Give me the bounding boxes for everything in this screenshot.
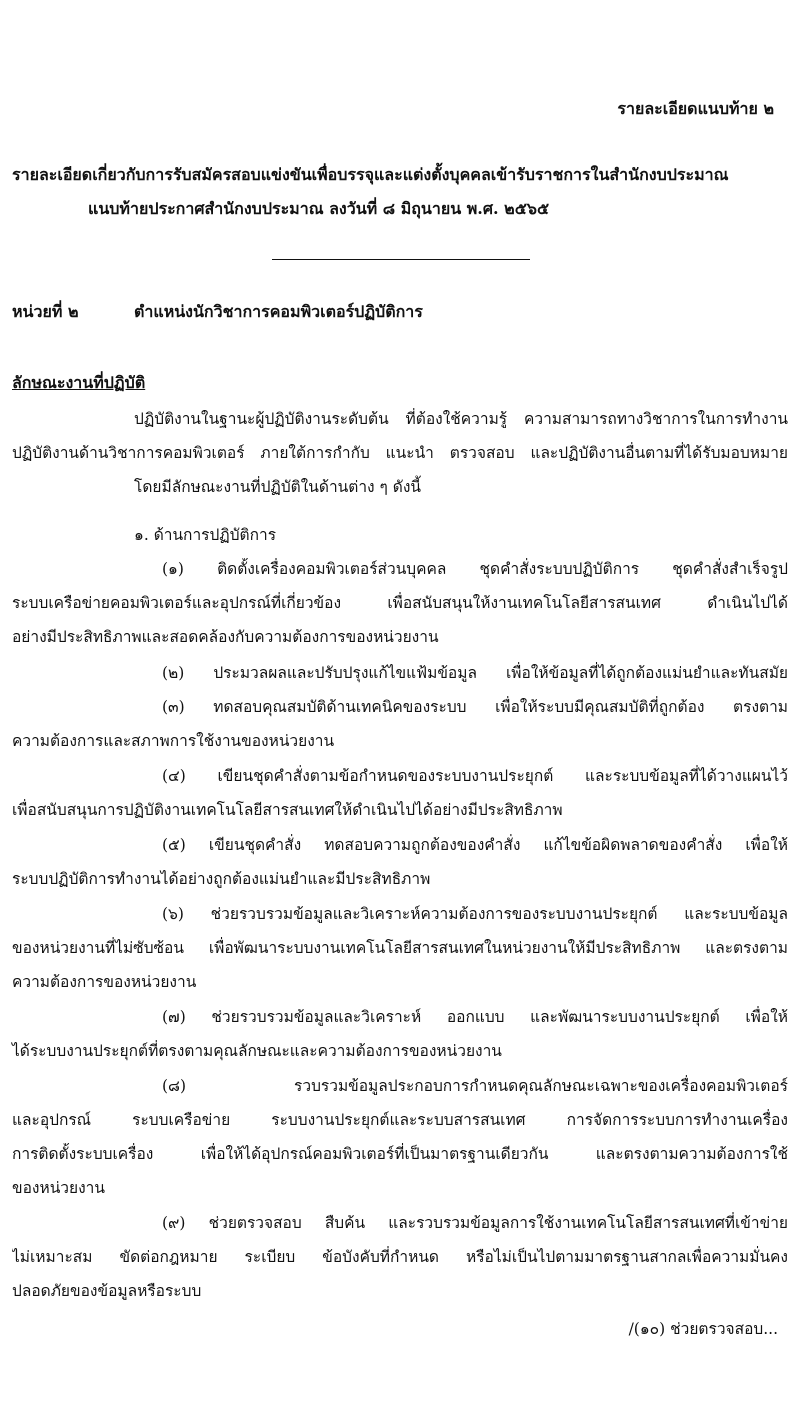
document-title-line-1: รายละเอียดเกี่ยวกับการรับสมัครสอบแข่งขันเพื่อบรรจุและแต่งตั้งบุคคลเข้ารับราชการในสำนักงบประมาณ xyxy=(12,165,729,184)
item-line: (๒) ประมวลผลและปรับปรุงแก้ไขแฟ้มข้อมูล เพื่อให้ข้อมูลที่ได้ถูกต้องแม่นยำและทันสมัย xyxy=(162,664,788,682)
item-line: ปลอดภัยของข้อมูลหรือระบบ xyxy=(12,1282,202,1300)
item-line: (๗) ช่วยรวบรวมข้อมูลและวิเคราะห์ ออกแบบ และพัฒนาระบบงานประยุกต์ เพื่อให้ xyxy=(162,1008,788,1026)
item-line: (๓) ทดสอบคุณสมบัติด้านเทคนิคของระบบ เพื่อให้ระบบมีคุณสมบัติที่ถูกต้อง ตรงตาม xyxy=(162,698,788,716)
item-line: การติดตั้งระบบเครื่อง เพื่อให้ได้อุปกรณ์คอมพิวเตอร์ที่เป็นมาตรฐานเดียวกัน และตรงตามความต้องการใช้ xyxy=(12,1145,788,1163)
position-title: ตำแหน่งนักวิชาการคอมพิวเตอร์ปฏิบัติการ xyxy=(134,302,423,321)
item-line: (๑) ติดตั้งเครื่องคอมพิวเตอร์ส่วนบุคคล ชุดคำสั่งระบบปฏิบัติการ ชุดคำสั่งสำเร็จรูป xyxy=(162,560,788,578)
item-line: ของหน่วยงาน xyxy=(12,1179,105,1197)
item-line: เพื่อสนับสนุนการปฏิบัติงานเทคโนโลยีสารสนเทศให้ดำเนินไปได้อย่างมีประสิทธิภาพ xyxy=(12,801,563,819)
subsection-heading: ๑. ด้านการปฏิบัติการ xyxy=(134,526,277,544)
item-line: ไม่เหมาะสม ขัดต่อกฎหมาย ระเบียบ ข้อบังคับที่กำหนด หรือไม่เป็นไปตามมาตรฐานสากลเพื่อความมั่นคง xyxy=(12,1248,788,1266)
item-line: และอุปกรณ์ ระบบเครือข่าย ระบบงานประยุกต์และระบบสารสนเทศ การจัดการระบบการทำงานเครื่อง xyxy=(12,1111,788,1129)
item-line: ระบบปฏิบัติการทำงานได้อย่างถูกต้องแม่นยำและมีประสิทธิภาพ xyxy=(12,870,431,888)
item-line: (๕) เขียนชุดคำสั่ง ทดสอบความถูกต้องของคำสั่ง แก้ไขข้อผิดพลาดของคำสั่ง เพื่อให้ xyxy=(162,836,788,854)
item-line: ระบบเครือข่ายคอมพิวเตอร์และอุปกรณ์ที่เกี่ยวข้อง เพื่อสนับสนุนให้งานเทคโนโลยีสารสนเทศ ดำเนินไปได้ xyxy=(12,594,788,612)
annex-label: รายละเอียดแนบท้าย ๒ xyxy=(617,99,774,118)
item-line: (๙) ช่วยตรวจสอบ สืบค้น และรวบรวมข้อมูลการใช้งานเทคโนโลยีสารสนเทศที่เข้าข่าย xyxy=(162,1214,788,1232)
item-line: (๔) เขียนชุดคำสั่งตามข้อกำหนดของระบบงานประยุกต์ และระบบข้อมูลที่ได้วางแผนไว้ xyxy=(162,767,788,785)
unit-label: หน่วยที่ ๒ xyxy=(12,302,79,321)
item-line: ได้ระบบงานประยุกต์ที่ตรงตามคุณลักษณะและความต้องการของหน่วยงาน xyxy=(12,1042,502,1060)
item-line: ความต้องการและสภาพการใช้งานของหน่วยงาน xyxy=(12,732,335,750)
item-line: ความต้องการของหน่วยงาน xyxy=(12,973,197,991)
document-title-line-2: แนบท้ายประกาศสำนักงบประมาณ ลงวันที่ ๘ มิถุนายน พ.ศ. ๒๕๖๕ xyxy=(88,199,550,218)
section-heading: ลักษณะงานที่ปฏิบัติ xyxy=(12,373,146,392)
item-line: (๖) ช่วยรวบรวมข้อมูลและวิเคราะห์ความต้องการของระบบงานประยุกต์ และระบบข้อมูล xyxy=(162,905,788,923)
intro-line: โดยมีลักษณะงานที่ปฏิบัติในด้านต่าง ๆ ดังนี้ xyxy=(134,478,422,496)
item-line: ของหน่วยงานที่ไม่ซับซ้อน เพื่อพัฒนาระบบงานเทคโนโลยีสารสนเทศในหน่วยงานให้มีประสิทธิภาพ และตรงตาม xyxy=(12,939,788,957)
item-line: อย่างมีประสิทธิภาพและสอดคล้องกับความต้องการของหน่วยงาน xyxy=(12,628,439,646)
title-divider xyxy=(272,259,530,260)
continuation-note: /(๑๐) ช่วยตรวจสอบ... xyxy=(628,1320,778,1338)
item-line: (๘) รวบรวมข้อมูลประกอบการกำหนดคุณลักษณะเฉพาะของเครื่องคอมพิวเตอร์ xyxy=(162,1077,788,1095)
intro-line: ปฏิบัติงานด้านวิชาการคอมพิวเตอร์ ภายใต้การกำกับ แนะนำ ตรวจสอบ และปฏิบัติงานอื่นตามที่ได้รับมอบหมาย xyxy=(12,444,788,462)
intro-line: ปฏิบัติงานในฐานะผู้ปฏิบัติงานระดับต้น ที่ต้องใช้ความรู้ ความสามารถทางวิชาการในการทำงาน xyxy=(134,410,788,428)
